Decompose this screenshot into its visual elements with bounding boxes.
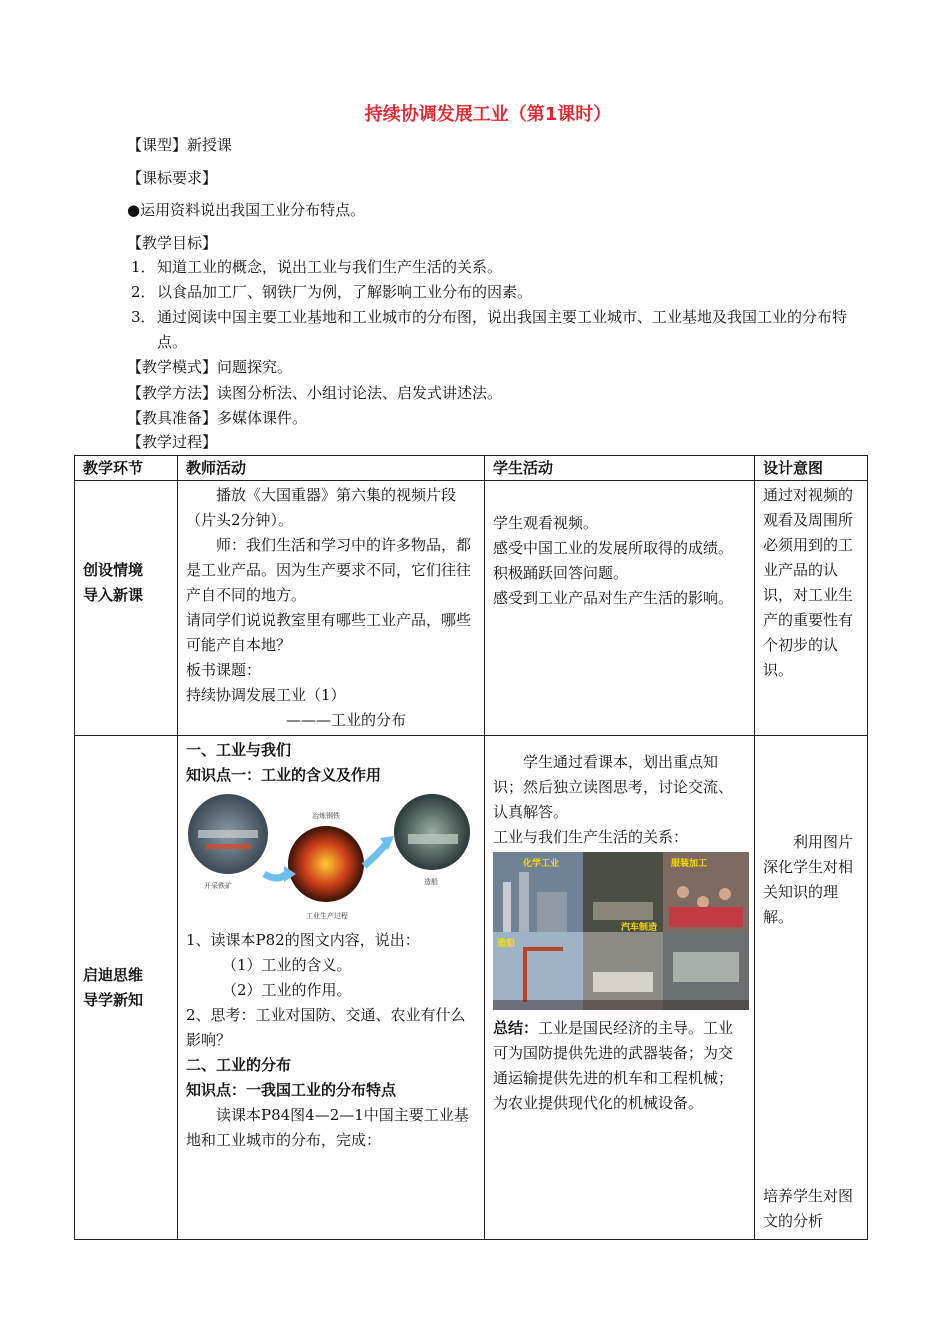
goal-3: 3． 通过阅读中国主要工业基地和工业城市的分布图，说出我国主要工业城市、工业基地及我国工业的分布特点。 [131, 308, 848, 351]
student-cell [485, 481, 755, 736]
table-row [75, 736, 868, 1240]
question-text: 2、思考：工业对国防、交通、农业有什么影响？ [186, 1006, 466, 1049]
factory-photo [583, 932, 663, 1010]
knowledge-point: 知识点一：工业的含义及作用 [186, 766, 382, 784]
student-cell [485, 736, 755, 1240]
standard-label: 【课标要求】 [127, 169, 218, 187]
teacher-text: 读课本P84图4—2—1中国主要工业基地和工业城市的分布，完成： [186, 1106, 469, 1149]
question-text: （1）工业的含义。 [222, 956, 352, 974]
student-text: 积极踊跃回答问题。 [493, 564, 629, 582]
intent-text: 通过对视频的观看及周围所必须用到的工业产品的认识，对工业生产的重要性有个初步的认识。 [763, 486, 854, 679]
label-ship: 造船 [497, 939, 516, 949]
student-text: 学生通过看课本，划出重点知识；然后独立读图思考，讨论交流、认真解答。 [493, 753, 734, 821]
teaching-mode: 【教学模式】问题探究。 [127, 358, 293, 376]
process-label: 【教学过程】 [127, 433, 218, 451]
summary-text [493, 1016, 746, 1116]
table-row [75, 481, 868, 736]
teacher-cell [178, 481, 485, 736]
section-heading: 一、工业与我们 [186, 741, 292, 759]
intent-cell [755, 736, 868, 1240]
label-mine: 开采铁矿 [204, 882, 232, 890]
phase-cell [75, 481, 178, 736]
header-teacher: 教师活动 [178, 456, 485, 481]
goals-label: 【教学目标】 [127, 234, 218, 252]
teacher-cell [178, 736, 485, 1240]
steel-photo [288, 826, 364, 902]
teacher-text: 持续协调发展工业（1） [186, 686, 346, 704]
section-heading: 二、工业的分布 [186, 1056, 292, 1074]
label-car: 汽车制造 [621, 923, 658, 933]
student-text: 学生观看视频。 [493, 514, 599, 532]
intent-cell [755, 481, 868, 736]
industry-collage-figure [493, 852, 749, 1010]
process-table [74, 455, 868, 1240]
label-clothing: 服装加工 [671, 859, 708, 869]
industry-process-figure [186, 794, 476, 924]
teacher-text: ———工业的分布 [286, 711, 407, 729]
figure-caption: 工业生产过程 [306, 912, 348, 920]
goal-2: 2． 以食品加工厂、钢铁厂为例，了解影响工业分布的因素。 [131, 283, 533, 301]
intent-text: 利用图片深化学生对相关知识的理解。 [763, 833, 854, 926]
ship-photo [394, 794, 470, 870]
teacher-text: 请同学们说说教室里有哪些工业产品，哪些可能产自本地？ [186, 611, 472, 654]
question-text: 1、读课本P82的图文内容，说出： [186, 931, 420, 949]
label-chemical: 化学工业 [523, 859, 560, 869]
header-student: 学生活动 [485, 456, 755, 481]
student-text: 工业与我们生产生活的关系： [493, 828, 689, 846]
phase-label: 启迪思维导学新知 [83, 965, 144, 1009]
summary-body: 工业是国民经济的主导。工业可为国防提供先进的武器装备；为交通运输提供先进的机车和工程机械；为农业提供现代化的机械设备。 [493, 1019, 734, 1112]
arrow-icon [264, 874, 286, 878]
summary-label: 总结： [493, 1019, 539, 1037]
header-phase: 教学环节 [75, 456, 178, 481]
page-title: 持续协调发展工业（第1课时） [364, 104, 612, 125]
standard-item: ●运用资料说出我国工业分布特点。 [127, 201, 366, 219]
intent-text: 培养学生对图文的分析 [763, 1187, 854, 1230]
arrow-icon [364, 844, 386, 866]
phase-cell [75, 736, 178, 1240]
table-header-row [75, 456, 868, 481]
course-type: 【课型】新授课 [127, 136, 233, 154]
label-ship: 造船 [424, 878, 438, 886]
question-text: （2）工业的作用。 [222, 981, 352, 999]
knowledge-point: 知识点：一我国工业的分布特点 [186, 1081, 397, 1099]
phase-label: 创设情境导入新课 [83, 561, 144, 604]
teacher-text: 师：我们生活和学习中的许多物品，都是工业产品。因为生产要求不同，它们往往产自不同的地方。 [186, 536, 472, 604]
student-text: 感受中国工业的发展所取得的成绩。 [493, 539, 734, 557]
teacher-text: 板书课题： [186, 661, 262, 679]
teaching-method: 【教学方法】读图分析法、小组讨论法、启发式讲述法。 [127, 384, 503, 402]
teaching-prep: 【教具准备】多媒体课件。 [127, 409, 308, 427]
label-steel: 冶炼钢铁 [312, 812, 340, 820]
goal-1: 1． 知道工业的概念，说出工业与我们生产生活的关系。 [131, 258, 503, 276]
student-text: 感受到工业产品对生产生活的影响。 [493, 589, 734, 607]
header-intent: 设计意图 [755, 456, 868, 481]
teacher-text: 播放《大国重器》第六集的视频片段（片头2分钟）。 [186, 486, 457, 529]
